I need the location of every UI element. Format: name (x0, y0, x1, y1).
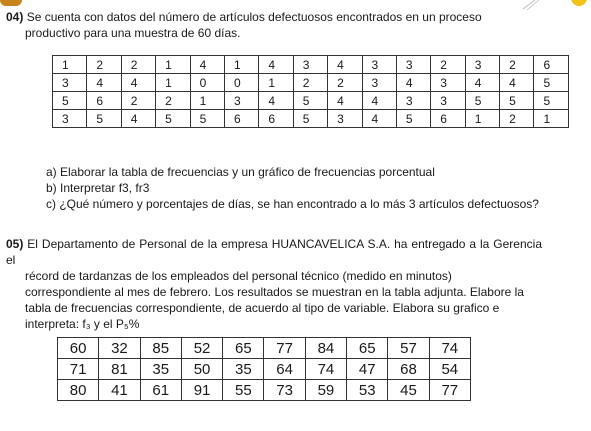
table-cell: 47 (347, 359, 388, 380)
table-cell: 61 (140, 380, 181, 401)
table-cell: 2 (156, 92, 190, 110)
table-cell: 3 (53, 110, 87, 128)
table-cell: 3 (431, 74, 465, 92)
table-cell: 5 (190, 110, 224, 128)
table-cell: 0 (190, 74, 224, 92)
table-cell: 77 (264, 338, 305, 359)
table-cell: 5 (500, 92, 534, 110)
table-row (58, 338, 471, 359)
table-row (53, 74, 569, 92)
table-cell: 2 (328, 74, 362, 92)
table-cell: 35 (140, 359, 181, 380)
problem-4-statement (6, 9, 566, 41)
table-cell: 3 (362, 56, 396, 74)
table-cell: 41 (99, 380, 140, 401)
table-row (53, 92, 569, 110)
table-cell: 65 (347, 338, 388, 359)
problem-5-text-line2: récord de tardanzas de los empleados del personal técnico (medido en minutos) (25, 269, 452, 283)
table-cell: 4 (121, 74, 155, 92)
decorative-shape (0, 0, 22, 6)
table-cell: 5 (465, 92, 499, 110)
table-cell: 74 (305, 359, 346, 380)
problem-5-text-line5: interpreta: f₃ y el P₅% (25, 317, 140, 331)
question-b: b) Interpretar f3, fr3 (46, 181, 150, 195)
table-cell: 4 (362, 92, 396, 110)
table-cell: 6 (87, 92, 121, 110)
problem-5-number: 05) (6, 237, 24, 251)
table-cell: 5 (293, 110, 327, 128)
table-cell: 57 (388, 338, 429, 359)
table-cell: 2 (500, 56, 534, 74)
table-cell: 6 (259, 110, 293, 128)
table-cell: 4 (328, 92, 362, 110)
table-cell: 5 (293, 92, 327, 110)
problem-4-questions (46, 164, 539, 212)
table-cell: 53 (347, 380, 388, 401)
problem-5-text-line1: El Departamento de Personal de la empresa HUANCAVELICA S.A. ha entregado a la Gerencia el (6, 237, 542, 267)
table-cell: 64 (264, 359, 305, 380)
problem-4-text-line1: Se cuenta con datos del número de artículos defectuosos encontrados en un proceso (26, 10, 482, 24)
table-cell: 54 (429, 359, 470, 380)
table-cell: 3 (396, 92, 430, 110)
table-cell: 5 (53, 92, 87, 110)
table-cell: 2 (87, 56, 121, 74)
table-cell: 3 (328, 110, 362, 128)
table-cell: 35 (223, 359, 264, 380)
problem-4-number: 04) (6, 10, 24, 24)
table-cell: 5 (87, 110, 121, 128)
table-cell: 3 (396, 56, 430, 74)
table-row (58, 380, 471, 401)
table-cell: 6 (431, 110, 465, 128)
table-cell: 2 (431, 56, 465, 74)
table-cell: 6 (534, 56, 568, 74)
question-a: a) Elaborar la tabla de frecuencias y un gráfico de frecuencias porcentual (46, 165, 435, 179)
table-cell: 4 (259, 56, 293, 74)
table-cell: 1 (259, 74, 293, 92)
table-cell: 68 (388, 359, 429, 380)
table-cell: 2 (121, 56, 155, 74)
table-cell: 85 (140, 338, 181, 359)
table-cell: 77 (429, 380, 470, 401)
table-cell: 74 (429, 338, 470, 359)
table-cell: 3 (431, 92, 465, 110)
table-cell: 84 (305, 338, 346, 359)
table-cell: 4 (396, 74, 430, 92)
tardiness-data-table (57, 337, 471, 401)
table-row (53, 110, 569, 128)
table-cell: 4 (500, 74, 534, 92)
table-cell: 4 (190, 56, 224, 74)
table-cell: 45 (388, 380, 429, 401)
table-cell: 4 (259, 92, 293, 110)
table-cell: 1 (534, 110, 568, 128)
question-c: c) ¿Qué número y porcentajes de días, se han encontrado a lo más 3 artículos defectuosos? (46, 197, 539, 211)
table-cell: 59 (305, 380, 346, 401)
problem-4-text-line2: productivo para una muestra de 60 días. (25, 26, 241, 40)
table-cell: 0 (224, 74, 258, 92)
table-cell: 3 (293, 56, 327, 74)
table-cell: 73 (264, 380, 305, 401)
table-cell: 52 (181, 338, 222, 359)
table-cell: 2 (121, 92, 155, 110)
table-row (53, 56, 569, 74)
table-cell: 3 (362, 74, 396, 92)
table-cell: 5 (156, 110, 190, 128)
table-cell: 4 (121, 110, 155, 128)
table-cell: 3 (465, 56, 499, 74)
table-cell: 6 (224, 110, 258, 128)
table-cell: 1 (156, 74, 190, 92)
table-cell: 1 (190, 92, 224, 110)
defects-data-table (52, 55, 569, 128)
table-cell: 55 (223, 380, 264, 401)
table-cell: 65 (223, 338, 264, 359)
problem-5-statement (6, 236, 542, 332)
table-cell: 71 (58, 359, 99, 380)
table-cell: 3 (53, 74, 87, 92)
table-cell: 4 (87, 74, 121, 92)
table-cell: 81 (99, 359, 140, 380)
table-cell: 60 (58, 338, 99, 359)
table-cell: 4 (465, 74, 499, 92)
table-cell: 80 (58, 380, 99, 401)
table-cell: 91 (181, 380, 222, 401)
table-cell: 4 (362, 110, 396, 128)
problem-5-text-line3: correspondiente al mes de febrero. Los resultados se muestran en la tabla adjunta. Elabore la (25, 285, 524, 299)
table-cell: 1 (465, 110, 499, 128)
table-cell: 1 (156, 56, 190, 74)
decorative-circle (571, 0, 587, 6)
table-cell: 2 (293, 74, 327, 92)
table-cell: 4 (328, 56, 362, 74)
table-cell: 3 (224, 92, 258, 110)
table-cell: 5 (396, 110, 430, 128)
table-cell: 50 (181, 359, 222, 380)
table-cell: 1 (224, 56, 258, 74)
problem-5-text-line4: tabla de frecuencias correspondiente, de acuerdo al tipo de variable. Elabora su grafico e (25, 301, 500, 315)
table-cell: 5 (534, 74, 568, 92)
table-cell: 32 (99, 338, 140, 359)
table-cell: 1 (53, 56, 87, 74)
table-cell: 5 (534, 92, 568, 110)
table-cell: 2 (500, 110, 534, 128)
table-row (58, 359, 471, 380)
